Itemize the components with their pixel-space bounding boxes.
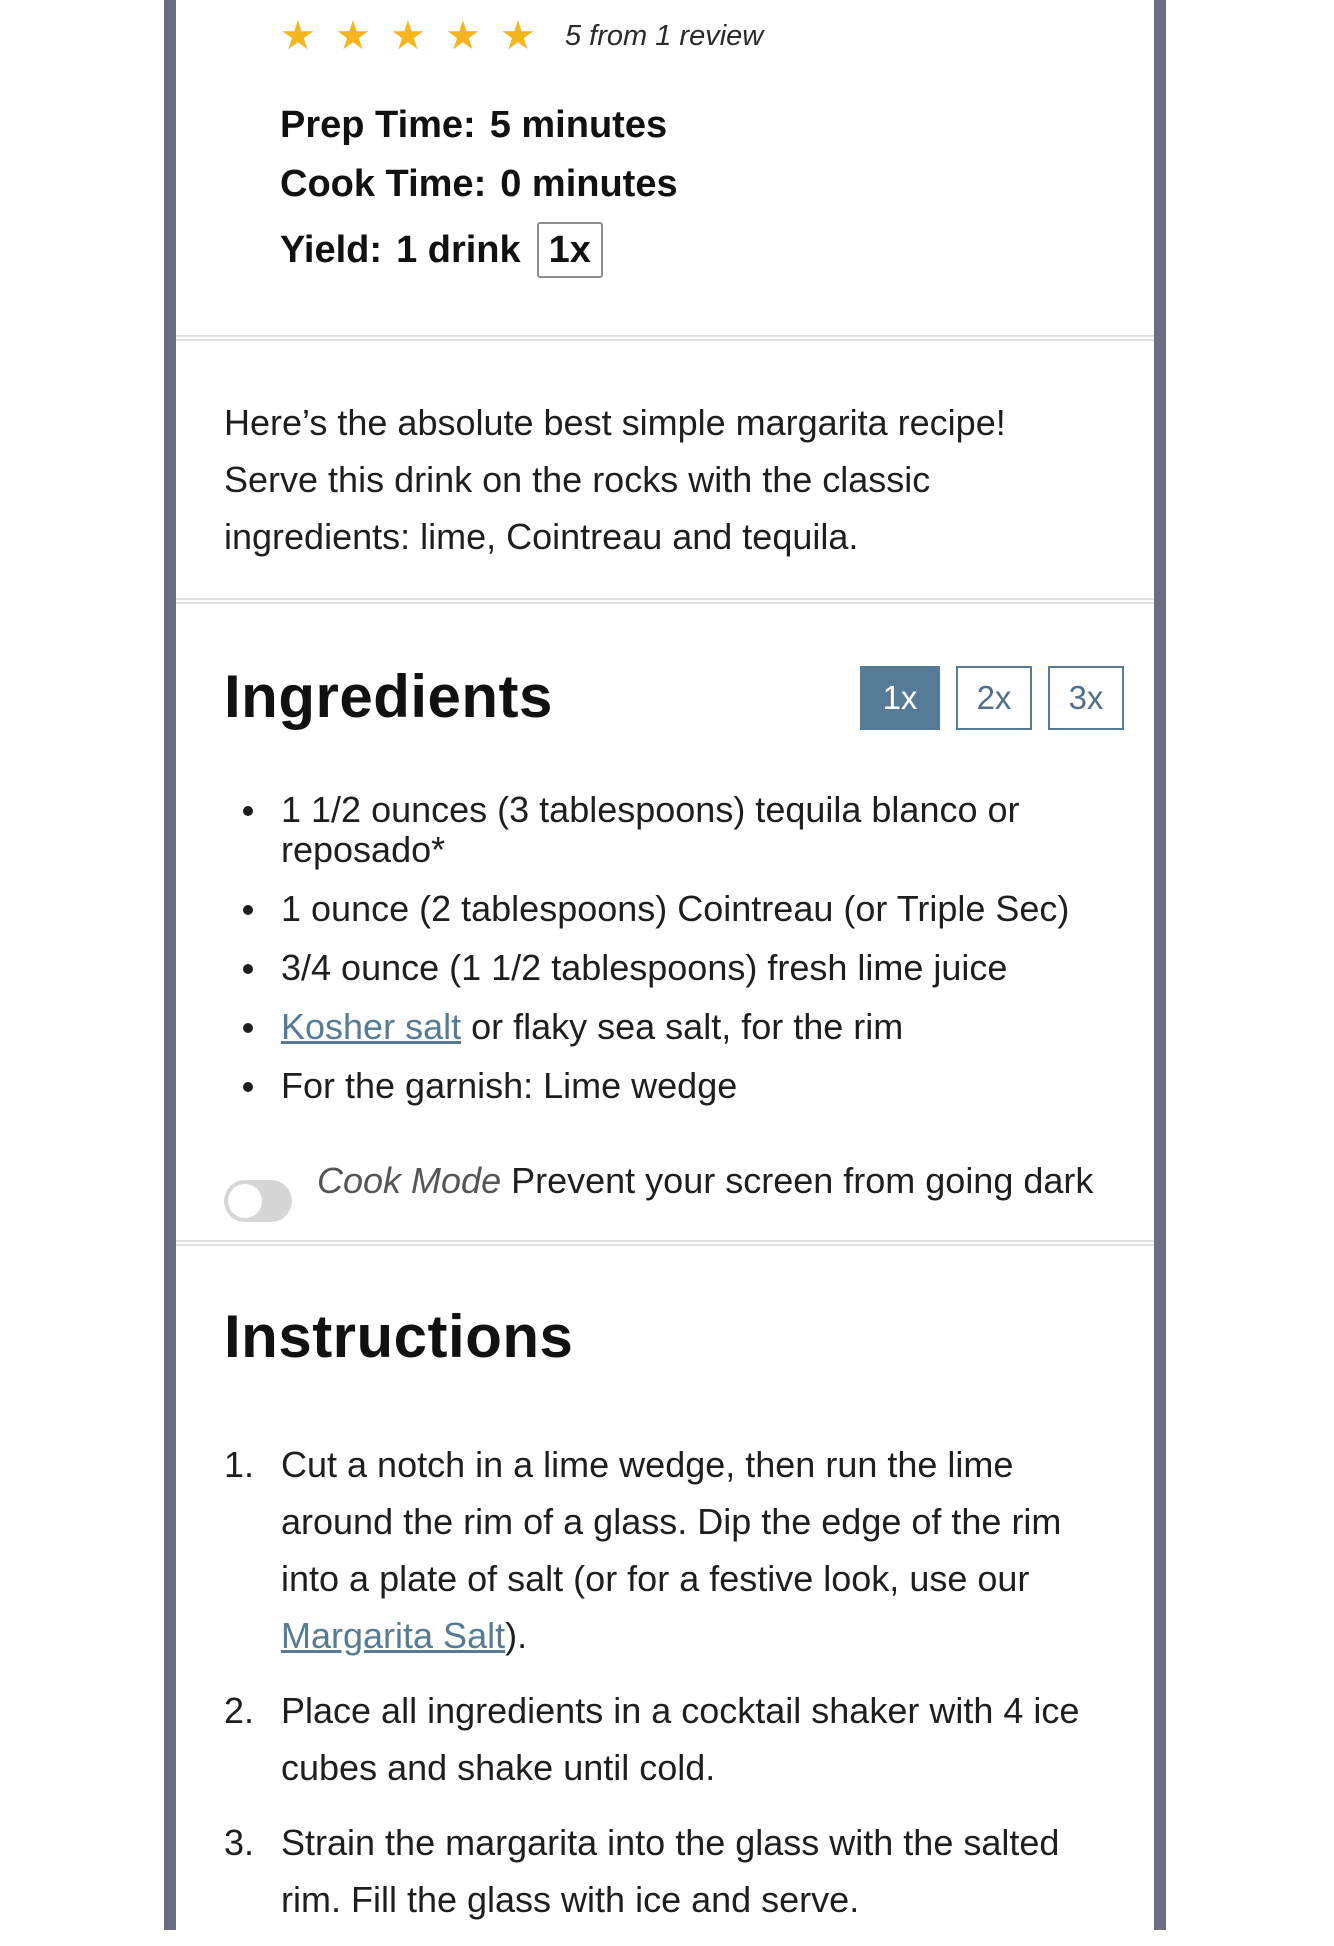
star-icon[interactable]: ★ (390, 14, 426, 58)
rating-stars[interactable] (280, 14, 763, 58)
list-item: For the garnish: Lime wedge (224, 1066, 1124, 1106)
list-item (224, 1007, 1124, 1047)
yield-multiplier-button[interactable]: 1x (537, 222, 603, 278)
salt-text: or flaky sea salt, for the rim (461, 1006, 904, 1047)
list-item (224, 1436, 1124, 1664)
divider (176, 335, 1154, 341)
prep-time-label: Prep Time: (280, 104, 476, 146)
step-text: Place all ingredients in a cocktail shaker with 4 ice cubes and shake until cold. (281, 1690, 1080, 1788)
list-item: 3/4 ounce (1 1/2 tablespoons) fresh lime juice (224, 948, 1124, 988)
yield (280, 222, 603, 278)
list-item (224, 1682, 1124, 1796)
divider (176, 1240, 1154, 1246)
cook-time (280, 163, 678, 206)
yield-label: Yield: (280, 228, 383, 271)
cook-mode-toggle[interactable] (224, 1180, 292, 1222)
ingredients-heading: Ingredients (224, 663, 553, 730)
instructions-heading: Instructions (224, 1303, 574, 1370)
multiplier-3x-button[interactable]: 3x (1048, 666, 1124, 730)
step-text: Strain the margarita into the glass with the salted rim. Fill the glass with ice and serve. (281, 1822, 1060, 1920)
step-number: 1. (224, 1444, 255, 1485)
rating-text: 5 from 1 review (565, 20, 764, 52)
prep-time-value: 5 minutes (489, 104, 668, 146)
cook-time-label: Cook Time: (280, 163, 487, 205)
star-icon[interactable]: ★ (500, 14, 536, 58)
yield-value: 1 drink (396, 228, 521, 271)
instructions-list (224, 1436, 1124, 1946)
cook-time-value: 0 minutes (500, 163, 678, 205)
margarita-salt-link[interactable]: Margarita Salt (281, 1615, 506, 1656)
kosher-salt-link[interactable]: Kosher salt (281, 1006, 462, 1047)
step-number: 2. (224, 1690, 255, 1731)
cook-mode-text (317, 1162, 1117, 1200)
list-item: 1 ounce (2 tablespoons) Cointreau (or Triple Sec) (224, 889, 1124, 929)
cook-mode-title: Cook Mode (317, 1160, 502, 1201)
list-item (224, 1814, 1124, 1928)
servings-multiplier (860, 666, 1140, 730)
multiplier-2x-button[interactable]: 2x (956, 666, 1032, 730)
star-icon[interactable]: ★ (445, 14, 481, 58)
ingredients-list (224, 790, 1124, 1125)
prep-time (280, 104, 667, 147)
star-icon[interactable]: ★ (280, 14, 316, 58)
divider (176, 598, 1154, 604)
step-number: 3. (224, 1822, 255, 1863)
recipe-summary: Here’s the absolute best simple margarita recipe! Serve this drink on the rocks with the classic ingredients: lime, Cointreau and tequila. (224, 402, 1006, 557)
step-text-end: ). (505, 1615, 528, 1656)
recipe-card (164, 0, 1166, 1930)
multiplier-1x-button[interactable]: 1x (860, 666, 940, 730)
cook-mode-description: Prevent your screen from going dark (501, 1160, 1094, 1201)
list-item: 1 1/2 ounces (3 tablespoons) tequila blanco or reposado* (224, 790, 1124, 870)
toggle-knob (228, 1184, 262, 1218)
star-icon[interactable]: ★ (335, 14, 371, 58)
step-text: Cut a notch in a lime wedge, then run the lime around the rim of a glass. Dip the edge of the rim into a plate of salt (or for a festive look, use our (281, 1444, 1062, 1599)
